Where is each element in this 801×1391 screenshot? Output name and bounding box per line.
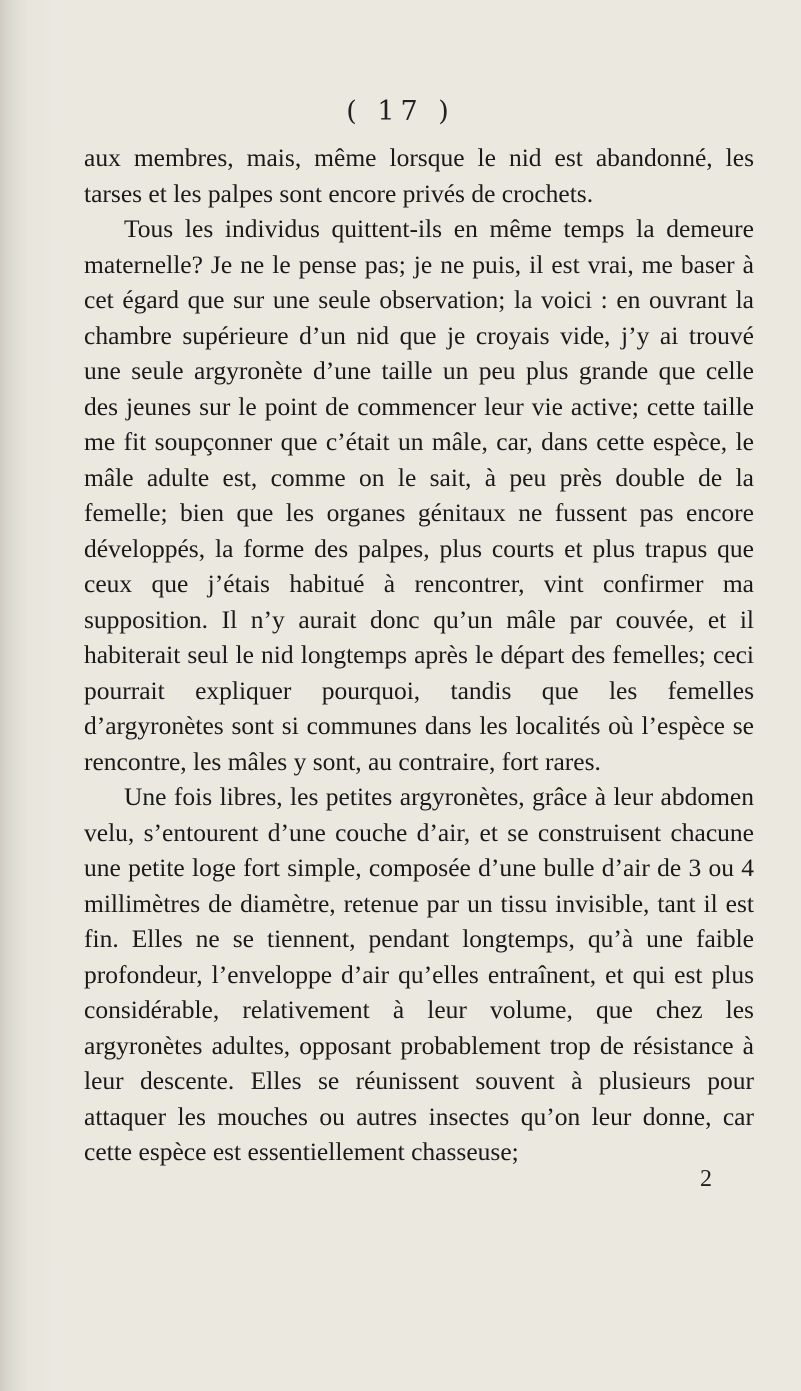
body-text xyxy=(84,140,754,1170)
paragraph-2: Tous les individus quittent-ils en même temps la demeure maternelle? Je ne le pense pas; je ne puis, il est vrai, me baser à cet égard que sur une seule observation; la voici : en ouvrant la chambre supérieure d’un nid que je croyais vide, j’y ai trouvé une seule argyronète d’une taille un peu plus grande que celle des jeunes sur le point de commencer leur vie active; cette taille me fit soupçonner que c’était un mâle, car, dans cette espèce, le mâle adulte est, comme on le sait, à peu près double de la femelle; bien que les organes génitaux ne fussent pas encore développés, la forme des palpes, plus courts et plus trapus que ceux que j’étais habitué à rencontrer, vint confirmer ma supposition. Il n’y aurait donc qu’un mâle par couvée, et il habiterait seul le nid longtemps après le départ des femelles; ceci pourrait expliquer pourquoi, tandis que les femelles d’argyronètes sont si communes dans les localités où l’espèce se rencontre, les mâles y sont, au contraire, fort rares. xyxy=(84,214,754,776)
paragraph-3: Une fois libres, les petites argyronètes, grâce à leur abdomen velu, s’entourent d’une couche d’air, et se construisent chacune une petite loge fort simple, composée d’une bulle d’air de 3 ou 4 millimètres de diamètre, retenue par un tissu invisible, tant il est fin. Elles ne se tiennent, pendant longtemps, qu’à une faible profondeur, l’enveloppe d’air qu’elles entraînent, et qui est plus considérable, relativement à leur volume, que chez les argyronètes adultes, opposant probablement trop de résistance à leur descente. Elles se réunissent souvent à plusieurs pour attaquer les mouches ou autres insectes qu’on leur donne, car cette espèce est essentiellement chasseuse; xyxy=(84,782,754,1166)
signature-mark: 2 xyxy=(700,1166,712,1192)
page-number: ( 17 ) xyxy=(346,96,455,127)
paragraph-1: aux membres, mais, même lorsque le nid est abandonné, les tarses et les palpes sont encore privés de crochets. xyxy=(84,143,754,208)
